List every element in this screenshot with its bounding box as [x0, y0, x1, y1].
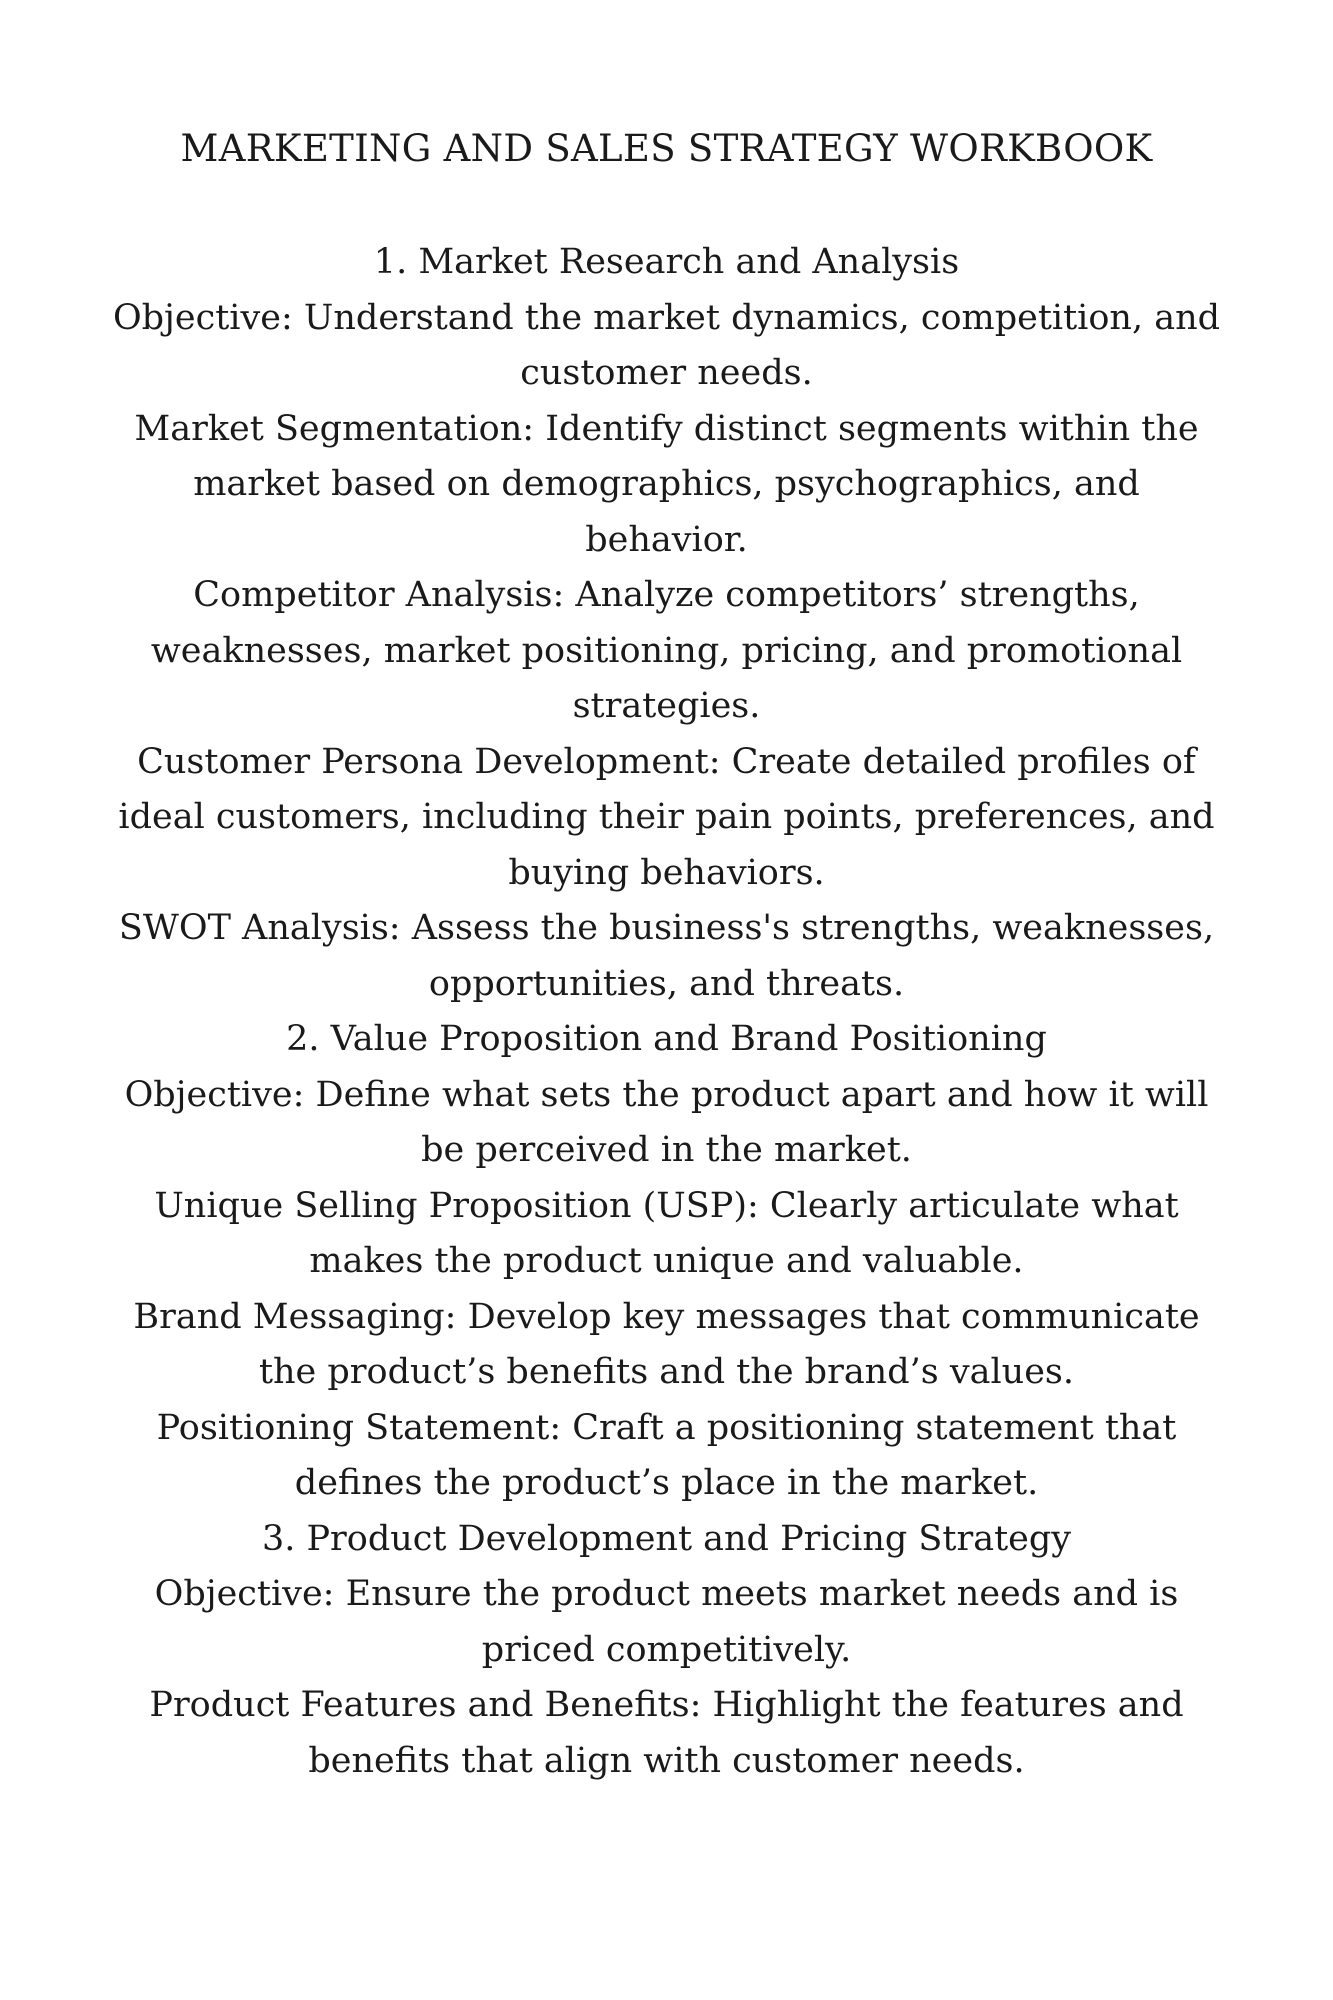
section-heading-product-development: 3. Product Development and Pricing Strategy — [261, 1518, 1072, 1559]
paragraph-product-features: Product Features and Benefits: Highlight the features and benefits that align with customer needs. — [149, 1685, 1184, 1781]
paragraph-objective-2: Objective: Define what sets the product apart and how it will be perceived in the market. — [124, 1074, 1209, 1170]
document-body — [110, 235, 1223, 1789]
paragraph-usp: Unique Selling Proposition (USP): Clearly articulate what makes the product unique and valuable. — [154, 1185, 1179, 1281]
paragraph-objective-1: Objective: Understand the market dynamics, competition, and customer needs. — [112, 297, 1221, 393]
paragraph-customer-persona: Customer Persona Development: Create detailed profiles of ideal customers, including their pain points, preferences, and buying behaviors. — [118, 741, 1215, 893]
section-heading-value-proposition: 2. Value Proposition and Brand Positioning — [286, 1019, 1047, 1059]
paragraph-market-segmentation: Market Segmentation: Identify distinct segments within the market based on demographics, psychographics, and behavior. — [134, 408, 1199, 560]
paragraph-competitor-analysis: Competitor Analysis: Analyze competitors’ strengths, weaknesses, market positioning, pricing, and promotional strategies. — [150, 575, 1183, 726]
paragraph-brand-messaging: Brand Messaging: Develop key messages that communicate the product’s benefits and the brand’s values. — [133, 1296, 1200, 1392]
paragraph-swot-analysis: SWOT Analysis: Assess the business's strengths, weaknesses, opportunities, and threats. — [118, 908, 1215, 1004]
paragraph-positioning-statement: Positioning Statement: Craft a positioning statement that defines the product’s place in the market. — [156, 1407, 1177, 1503]
section-heading-market-research: 1. Market Research and Analysis — [373, 242, 960, 282]
document-title: MARKETING AND SALES STRATEGY WORKBOOK — [180, 127, 1153, 170]
paragraph-objective-3: Objective: Ensure the product meets market needs and is priced competitively. — [154, 1574, 1179, 1670]
